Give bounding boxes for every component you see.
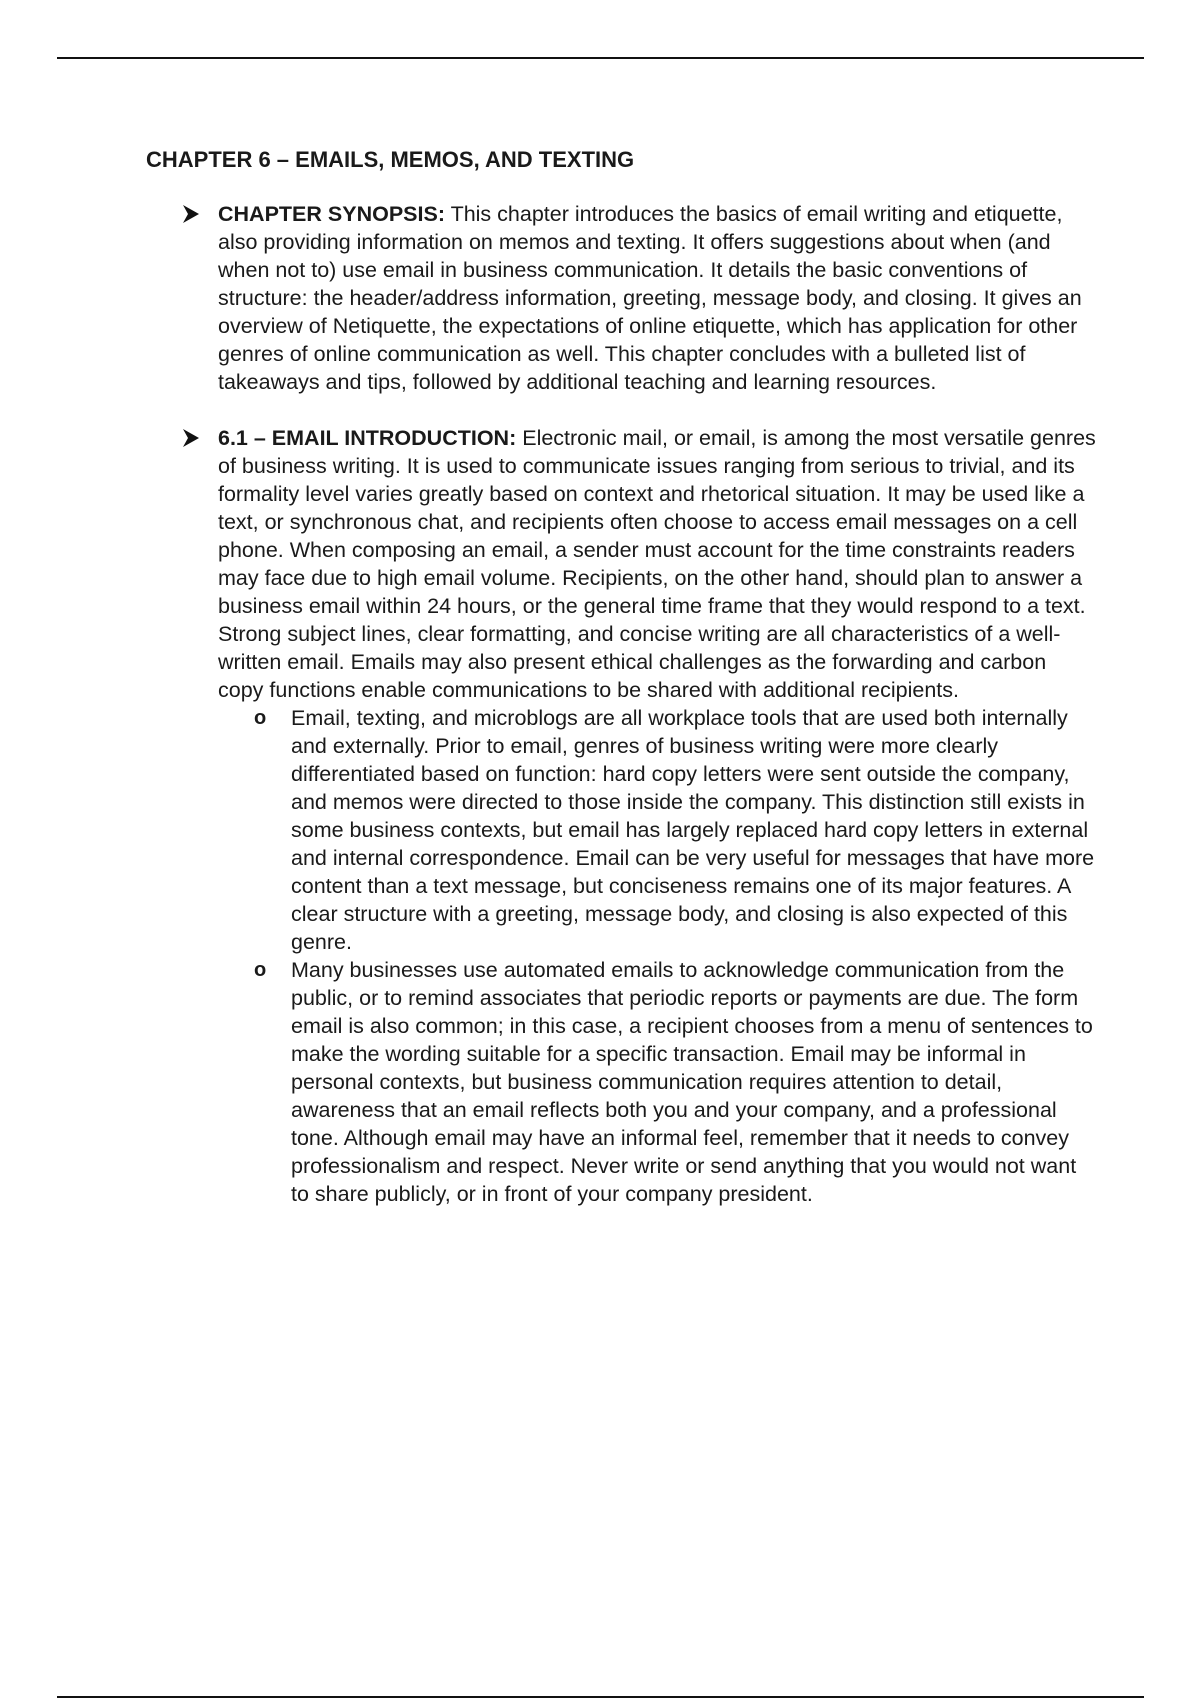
list-item-text: Email, texting, and microblogs are all workplace tools that are used both internally and externally. Prior to email, genres of business writing were more clearly differentiated based on function: hard copy letters were sent outside the company, and memos were directed to those inside the company. This distinction still exists in some business contexts, but email has largely replaced hard copy letters in external and internal correspondence. Email can be very useful for messages that have more content than a text message, but conciseness remains one of its major features. A clear structure with a greeting, message body, and closing is also expected of this genre. — [291, 706, 1095, 954]
section-heading: CHAPTER SYNOPSIS: — [218, 202, 445, 226]
footer-rule — [57, 1696, 1144, 1698]
header-rule — [57, 57, 1144, 59]
document-body — [146, 146, 1096, 1236]
arrowhead-bullet-icon — [182, 204, 200, 224]
sub-list — [218, 704, 1096, 1208]
section-synopsis — [146, 200, 1096, 396]
section-email-introduction — [146, 424, 1096, 1208]
list-item-text: Many businesses use automated emails to acknowledge communication from the public, or to remind associates that periodic reports or payments are due. The form email is also common; in this case, a recipient chooses from a menu of sentences to make the wording suitable for a specific transaction. Email may be informal in personal contexts, but business communication requires attention to detail, awareness that an email reflects both you and your company, and a professional tone. Although email may have an informal feel, remember that it needs to convey professionalism and respect. Never write or send anything that you would not want to share publicly, or in front of your company president. — [291, 958, 1093, 1206]
arrowhead-bullet-icon — [182, 428, 200, 448]
chapter-title: CHAPTER 6 – EMAILS, MEMOS, AND TEXTING — [146, 147, 635, 172]
section-heading: 6.1 – EMAIL INTRODUCTION: — [218, 426, 517, 450]
circle-bullet-icon: o — [254, 959, 267, 981]
list-item — [218, 956, 1096, 1208]
section-text: Electronic mail, or email, is among the most versatile genres of business writing. It is used to communicate issues ranging from serious to trivial, and its formality level varies greatly based on context and rhetorical situation. It may be used like a text, or synchronous chat, and recipients often choose to access email messages on a cell phone. When composing an email, a sender must account for the time constraints readers may face due to high email volume. Recipients, on the other hand, should plan to answer a business email within 24 hours, or the general time frame that they would respond to a text. Strong subject lines, clear formatting, and concise writing are all characteristics of a well-written email. Emails may also present ethical challenges as the forwarding and carbon copy functions enable communications to be shared with additional recipients. — [218, 426, 1096, 702]
circle-bullet-icon: o — [254, 707, 267, 729]
list-item — [218, 704, 1096, 956]
section-text: This chapter introduces the basics of email writing and etiquette, also providing information on memos and texting. It offers suggestions about when (and when not to) use email in business communication. It details the basic conventions of structure: the header/address information, greeting, message body, and closing. It gives an overview of Netiquette, the expectations of online etiquette, which has application for other genres of online communication as well. This chapter concludes with a bulleted list of takeaways and tips, followed by additional teaching and learning resources. — [218, 202, 1082, 394]
